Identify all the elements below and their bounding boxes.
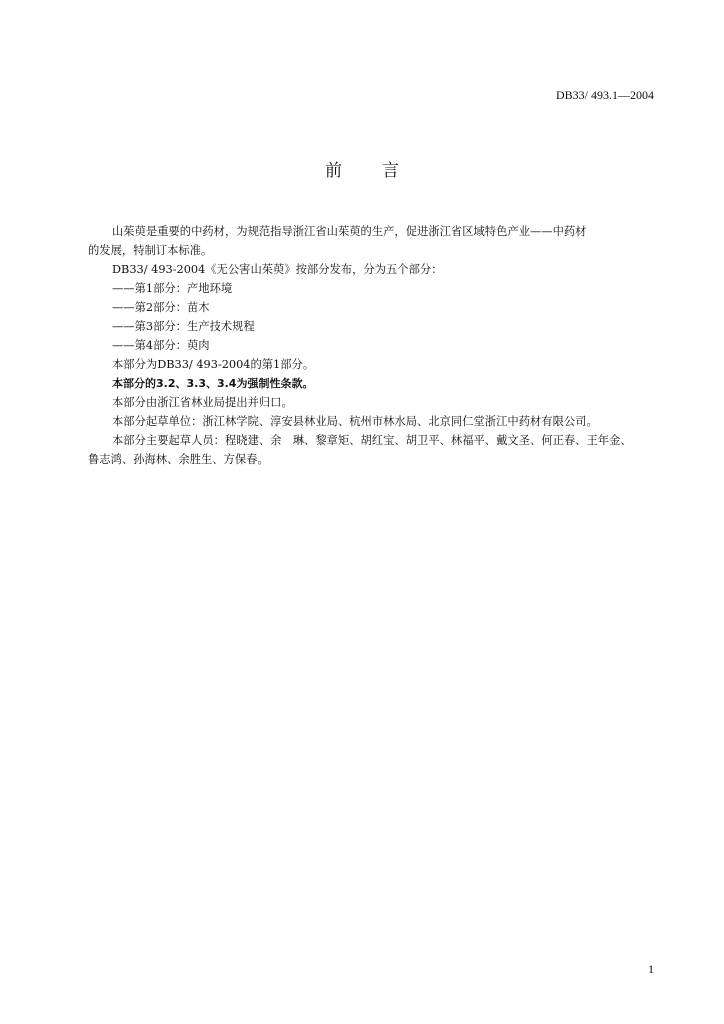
list-item-part3: ——第3部分：生产技术规程 [112,320,255,333]
title-char-1: 前 [325,161,342,181]
page-number: 1 [648,962,654,976]
paragraph-drafters-line2: 鲁志鸿、孙海林、余胜生、方保春。 [88,453,269,466]
paragraph-intro-line2: 的发展，特制订本标准。 [88,244,213,257]
foreword-body [88,222,658,469]
list-item-part4: ——第4部分：萸肉 [112,339,210,352]
paragraph-parts-intro: DB33/ 493-2004《无公害山茱萸》按部分发布，分为五个部分： [112,263,443,276]
list-item-part2: ——第2部分：苗木 [112,301,210,314]
paragraph-drafting-units: 本部分起草单位：浙江林学院、淳安县林业局、杭州市林水局、北京同仁堂浙江中药材有限公司。 [112,415,598,428]
page-title [0,156,724,181]
paragraph-this-part: 本部分为DB33/ 493-2004的第1部分。 [112,358,315,371]
title-char-2: 言 [382,161,399,181]
paragraph-proposed-by: 本部分由浙江省林业局提出并归口。 [112,396,293,409]
document-code: DB33/ 493.1—2004 [555,88,654,102]
paragraph-mandatory: 本部分的3.2、3.3、3.4为强制性条款。 [112,377,314,390]
list-item-part1: ——第1部分：产地环境 [112,282,233,295]
paragraph-drafters-line1: 本部分主要起草人员：程晓建、余 琳、黎章矩、胡红宝、胡卫平、林福平、戴文圣、何正春、王年金、 [112,434,632,447]
paragraph-intro-line1: 山茱萸是重要的中药材，为规范指导浙江省山茱萸的生产，促进浙江省区域特色产业——中药材 [112,225,587,238]
